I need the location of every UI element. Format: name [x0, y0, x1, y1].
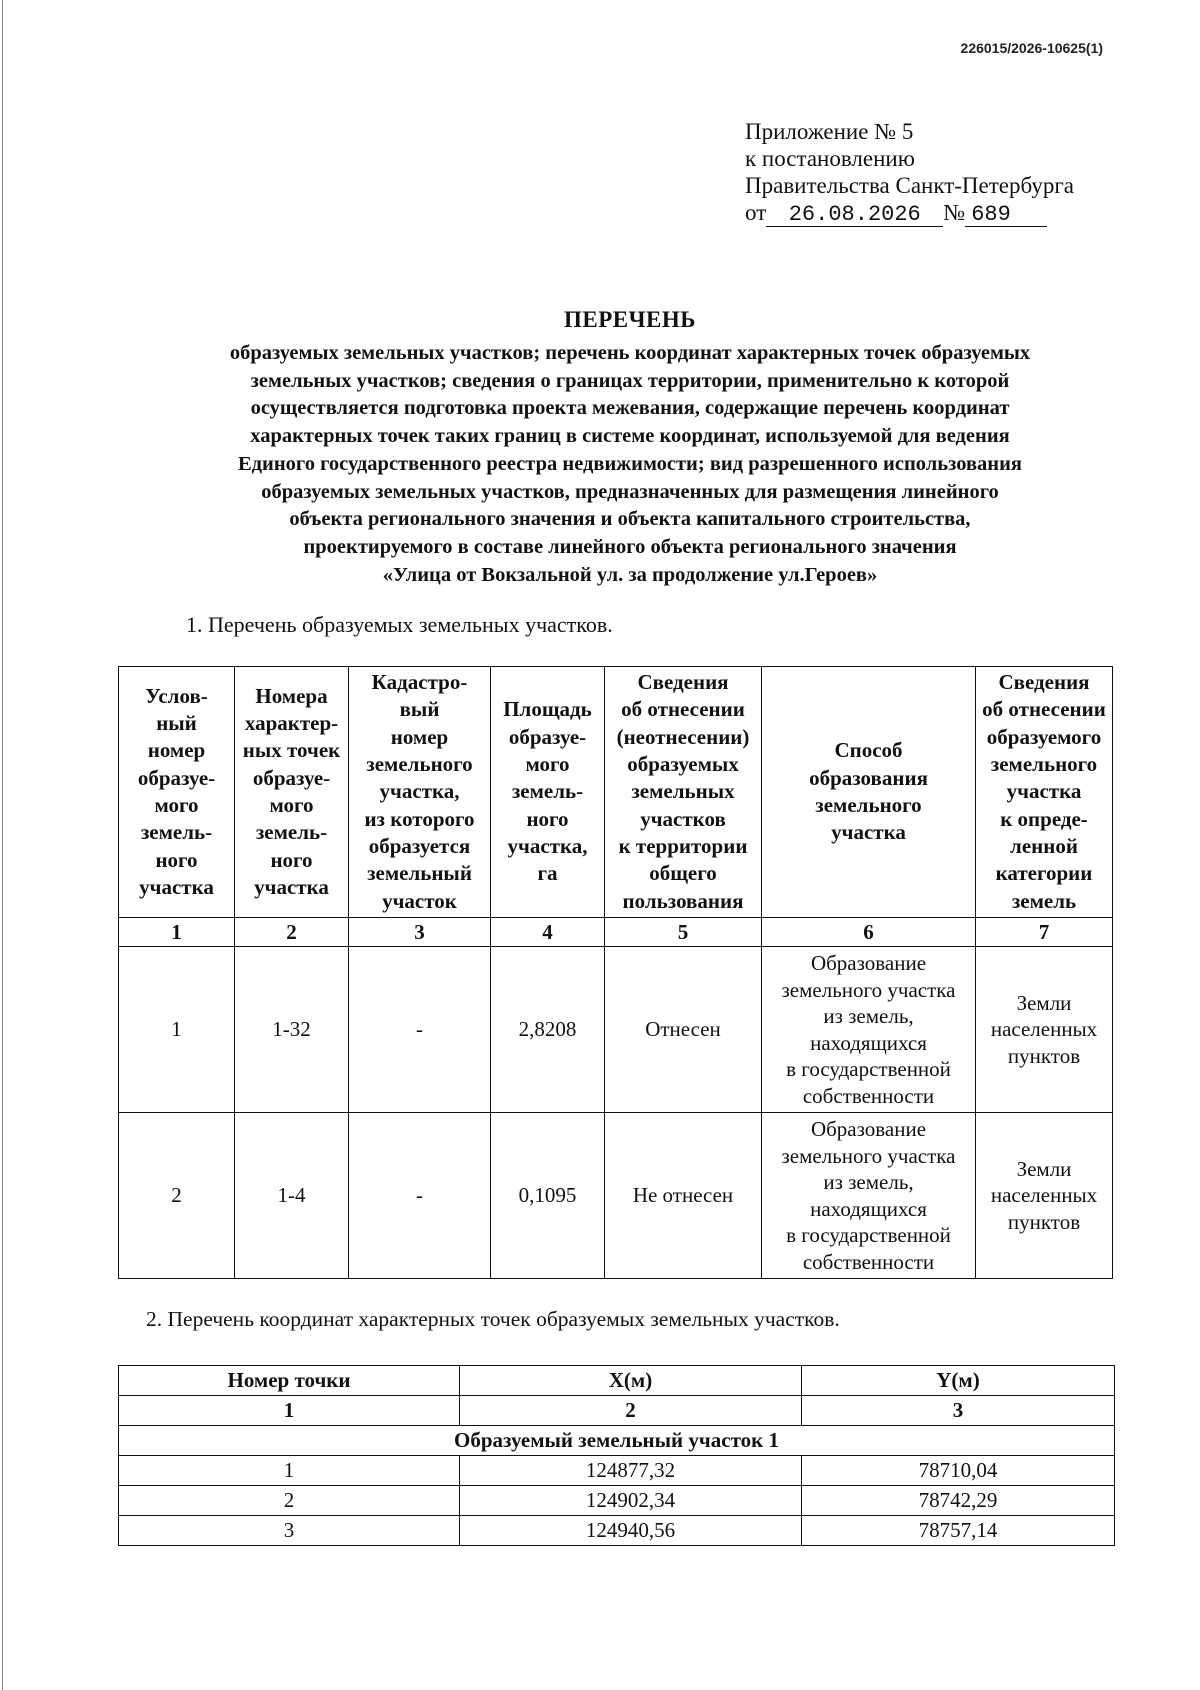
land-plots-table	[118, 666, 1113, 1279]
point-number: 3	[119, 1516, 460, 1546]
group-title-row	[119, 1426, 1115, 1456]
column-number: 5	[605, 918, 762, 947]
appendix-line-3: Правительства Санкт-Петербурга	[745, 173, 1074, 198]
subtitle-line: образуемых земельных участков; перечень координат характерных точек образуемых	[229, 342, 1031, 364]
formation-method: Образование земельного участка из земель, находящихся в государственной собственности	[762, 947, 976, 1113]
header-cell: Сведения об отнесении образуемого земельного участка к опреде- ленной категории земель	[976, 667, 1113, 918]
column-number: 3	[802, 1396, 1115, 1426]
cadastral-number: -	[349, 947, 491, 1113]
point-number: 2	[119, 1486, 460, 1516]
table-row	[119, 1456, 1115, 1486]
x-coordinate: 124877,32	[460, 1456, 802, 1486]
y-coordinate: 78742,29	[802, 1486, 1115, 1516]
x-coordinate: 124902,34	[460, 1486, 802, 1516]
header-cell: X(м)	[460, 1366, 802, 1396]
page-edge	[2, 0, 3, 1690]
column-number: 2	[235, 918, 349, 947]
coordinates-table	[118, 1365, 1115, 1546]
column-number: 7	[976, 918, 1113, 947]
header-cell: Сведения об отнесении (неотнесении) образуемых земельных участков к территории общего пользования	[605, 667, 762, 918]
header-cell: Площадь образуе- мого земель- ного участка, га	[491, 667, 605, 918]
table-row	[119, 1486, 1115, 1516]
column-number: 3	[349, 918, 491, 947]
table-row	[119, 1113, 1113, 1279]
table-row	[119, 947, 1113, 1113]
appendix-line-2: к постановлению	[745, 146, 915, 171]
header-cell: Y(м)	[802, 1366, 1115, 1396]
decree-number: 689	[965, 204, 1047, 227]
header-cell: Номера характер- ных точек образуе- мого земель- ного участка	[235, 667, 349, 918]
land-category: Земли населенных пунктов	[976, 1113, 1113, 1279]
plot-number: 1	[119, 947, 235, 1113]
subtitle-line: «Улица от Вокзальной ул. за продолжение ул.Героев»	[382, 563, 878, 586]
column-number: 6	[762, 918, 976, 947]
header-cell: Услов- ный номер образуе- мого земель- ного участка	[119, 667, 235, 918]
section-1-heading: 1. Перечень образуемых земельных участков.	[186, 612, 613, 637]
subtitle-line: осуществляется подготовка проекта межевания, содержащие перечень координат	[250, 397, 1010, 420]
appendix-line-1: Приложение № 5	[745, 119, 914, 144]
subtitle-line: проектируемого в составе линейного объекта регионального значения	[303, 535, 957, 558]
y-coordinate: 78757,14	[802, 1516, 1115, 1546]
y-coordinate: 78710,04	[802, 1456, 1115, 1486]
decree-date: 26.08.2026	[766, 204, 943, 227]
point-number: 1	[119, 1456, 460, 1486]
header-cell: Кадастро- вый номер земельного участка, из которого образуется земельный участок	[349, 667, 491, 918]
column-number: 2	[460, 1396, 802, 1426]
plot-area: 2,8208	[491, 947, 605, 1113]
point-range: 1-4	[235, 1113, 349, 1279]
document-subtitle	[130, 340, 1130, 589]
subtitle-line: характерных точек таких границ в системе координат, используемой для ведения	[250, 425, 1010, 448]
column-numbers-row	[119, 918, 1113, 947]
column-number: 1	[119, 1396, 460, 1426]
subtitle-line: образуемых земельных участков, предназначенных для размещения линейного	[261, 480, 999, 503]
column-number: 4	[491, 918, 605, 947]
point-range: 1-32	[235, 947, 349, 1113]
land-category: Земли населенных пунктов	[976, 947, 1113, 1113]
subtitle-line: Единого государственного реестра недвижимости; вид разрешенного использования	[238, 452, 1022, 475]
document-id: 226015/2026-10625(1)	[960, 40, 1103, 56]
public-use-status: Отнесен	[605, 947, 762, 1113]
from-label: от	[745, 200, 767, 225]
subtitle-line: объекта регионального значения и объекта капитального строительства,	[289, 508, 971, 531]
group-title: Образуемый земельный участок 1	[119, 1426, 1115, 1456]
formation-method: Образование земельного участка из земель, находящихся в государственной собственности	[762, 1113, 976, 1279]
column-numbers-row	[119, 1396, 1115, 1426]
column-number: 1	[119, 918, 235, 947]
appendix-block	[745, 118, 1074, 227]
document-title: ПЕРЕЧЕНЬ	[564, 307, 696, 332]
x-coordinate: 124940,56	[460, 1516, 802, 1546]
number-label: №	[943, 200, 966, 225]
cadastral-number: -	[349, 1113, 491, 1279]
plot-area: 0,1095	[491, 1113, 605, 1279]
section-2-heading: 2. Перечень координат характерных точек образуемых земельных участков.	[146, 1307, 840, 1331]
appendix-date-line	[745, 199, 1074, 227]
plot-number: 2	[119, 1113, 235, 1279]
table-header-row	[119, 1366, 1115, 1396]
header-cell: Номер точки	[119, 1366, 460, 1396]
public-use-status: Не отнесен	[605, 1113, 762, 1279]
subtitle-line: земельных участков; сведения о границах территории, применительно к которой	[250, 369, 1010, 392]
table-header-row	[119, 667, 1113, 918]
header-cell: Способ образования земельного участка	[762, 667, 976, 918]
table-row	[119, 1516, 1115, 1546]
